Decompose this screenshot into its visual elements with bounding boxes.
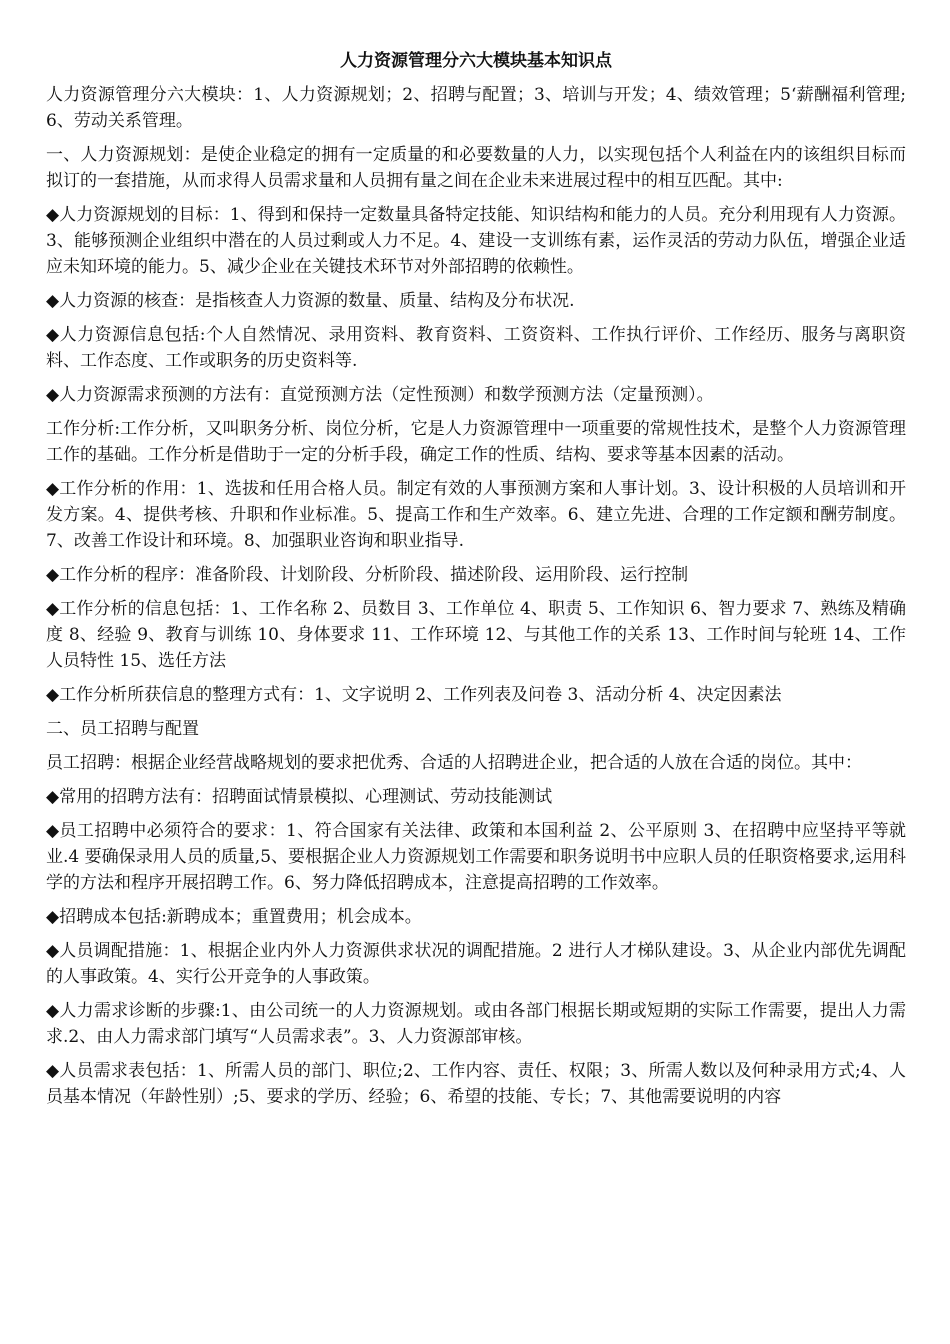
paragraph-hr-info: ◆人力资源信息包括:个人自然情况、录用资料、教育资料、工资资料、工作执行评价、工作经历、服务与离职资料、工作态度、工作或职务的历史资料等.	[46, 325, 906, 371]
paragraph-job-analysis: 工作分析:工作分析，又叫职务分析、岗位分析，它是人力资源管理中一项重要的常规性技术，是整个人力资源管理工作的基础。工作分析是借助于一定的分析手段，确定工作的性质、结构、要求等基本因素的活动。	[46, 419, 906, 465]
paragraph-modules: 人力资源管理分六大模块：1、人力资源规划；2、招聘与配置；3、培训与开发；4、绩效管理；5‘薪酬福利管理;6、劳动关系管理。	[46, 85, 906, 131]
paragraph-job-analysis-info: ◆工作分析的信息包括：1、工作名称 2、员数目 3、工作单位 4、职责 5、工作知识 6、智力要求 7、熟练及精确度 8、经验 9、教育与训练 10、身体要求 11、工作环境 12、与其他工作的关系 13、工作时间与轮班 14、工作人员特性 15、选任方法	[46, 599, 906, 671]
section-heading-recruitment: 二、员工招聘与配置	[46, 719, 199, 739]
paragraph-recruit-requirements: ◆员工招聘中必须符合的要求：1、符合国家有关法律、政策和本国利益 2、公平原则 3、在招聘中应坚持平等就业.4 要确保录用人员的质量,5、要根据企业人力资源规划工作需要和职务说明书中应职人员的任职资格要求,运用科学的方法和程序开展招聘工作。6、努力降低招聘成本，注意提高招聘的工作效率。	[46, 821, 906, 893]
paragraph-demand-diagnosis: ◆人力需求诊断的步骤:1、由公司统一的人力资源规划。或由各部门根据长期或短期的实际工作需要，提出人力需求.2、由人力需求部门填写“人员需求表”。3、人力资源部审核。	[46, 1001, 906, 1047]
paragraph-demand-form: ◆人员需求表包括：1、所需人员的部门、职位;2、工作内容、责任、权限；3、所需人数以及何种录用方式;4、人员基本情况（年龄性别）;5、要求的学历、经验；6、希望的技能、专长；7、其他需要说明的内容	[46, 1061, 906, 1107]
paragraph-hr-planning: 一、人力资源规划：是使企业稳定的拥有一定质量的和必要数量的人力，以实现包括个人利益在内的该组织目标而拟订的一套措施，从而求得人员需求量和人员拥有量之间在企业未来进展过程中的相互匹配。其中:	[46, 145, 906, 191]
paragraph-demand-forecast: ◆人力资源需求预测的方法有：直觉预测方法（定性预测）和数学预测方法（定量预测）。	[46, 385, 714, 405]
document-body	[46, 82, 906, 1110]
paragraph-job-analysis-role: ◆工作分析的作用：1、选拔和任用合格人员。制定有效的人事预测方案和人事计划。3、设计积极的人员培训和开发方案。4、提供考核、升职和作业标准。5、提高工作和生产效率。6、建立先进、合理的工作定额和酬劳制度。7、改善工作设计和环境。8、加强职业咨询和职业指导.	[46, 479, 906, 551]
paragraph-recruit-methods: ◆常用的招聘方法有：招聘面试情景模拟、心理测试、劳动技能测试	[46, 787, 553, 807]
paragraph-recruit-cost: ◆招聘成本包括:新聘成本；重置费用；机会成本。	[46, 907, 422, 927]
paragraph-staff-allocation: ◆人员调配措施：1、根据企业内外人力资源供求状况的调配措施。2 进行人才梯队建设。3、从企业内部优先调配的人事政策。4、实行公开竞争的人事政策。	[46, 941, 906, 987]
paragraph-job-analysis-organize: ◆工作分析所获信息的整理方式有：1、文字说明 2、工作列表及问卷 3、活动分析 4、决定因素法	[46, 685, 782, 705]
paragraph-job-analysis-procedure: ◆工作分析的程序：准备阶段、计划阶段、分析阶段、描述阶段、运用阶段、运行控制	[46, 565, 689, 585]
document-title: 人力资源管理分六大模块基本知识点	[340, 51, 612, 71]
paragraph-hr-audit: ◆人力资源的核查：是指核查人力资源的数量、质量、结构及分布状况.	[46, 291, 575, 311]
paragraph-recruitment: 员工招聘：根据企业经营战略规划的要求把优秀、合适的人招聘进企业，把合适的人放在合适的岗位。其中：	[46, 753, 862, 773]
document-page	[46, 48, 906, 1118]
paragraph-planning-goals: ◆人力资源规划的目标：1、得到和保持一定数量具备特定技能、知识结构和能力的人员。充分利用现有人力资源。3、能够预测企业组织中潜在的人员过剩或人力不足。4、建设一支训练有素，运作灵活的劳动力队伍，增强企业适应未知环境的能力。5、减少企业在关键技术环节对外部招聘的依赖性。	[46, 205, 906, 277]
